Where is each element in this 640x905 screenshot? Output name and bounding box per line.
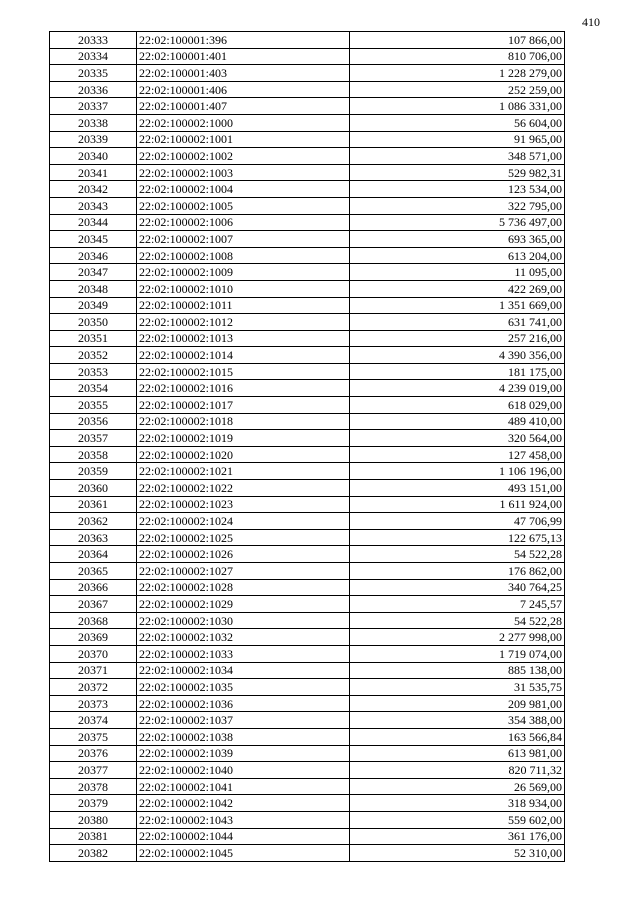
cadastral-number-cell: 22:02:100002:1043 [137, 811, 350, 828]
table-row [50, 197, 565, 214]
table-row [50, 314, 565, 331]
cadastral-number-cell: 22:02:100002:1021 [137, 463, 350, 480]
value-cell: 26 569,00 [350, 778, 565, 795]
cadastral-number-cell: 22:02:100002:1004 [137, 181, 350, 198]
value-cell: 613 204,00 [350, 247, 565, 264]
cadastral-number-cell: 22:02:100002:1017 [137, 397, 350, 414]
cadastral-number-cell: 22:02:100002:1036 [137, 695, 350, 712]
cadastral-number-cell: 22:02:100002:1010 [137, 280, 350, 297]
table-row [50, 131, 565, 148]
value-cell: 885 138,00 [350, 662, 565, 679]
row-number-cell: 20346 [50, 247, 137, 264]
row-number-cell: 20364 [50, 546, 137, 563]
cadastral-number-cell: 22:02:100001:396 [137, 32, 350, 49]
value-cell: 252 259,00 [350, 81, 565, 98]
value-cell: 47 706,99 [350, 513, 565, 530]
row-number-cell: 20381 [50, 828, 137, 845]
value-cell: 54 522,28 [350, 546, 565, 563]
table-row [50, 596, 565, 613]
cadastral-number-cell: 22:02:100002:1044 [137, 828, 350, 845]
value-cell: 5 736 497,00 [350, 214, 565, 231]
table-row [50, 811, 565, 828]
table-row [50, 496, 565, 513]
table-row [50, 662, 565, 679]
cadastral-number-cell: 22:02:100002:1037 [137, 712, 350, 729]
row-number-cell: 20343 [50, 197, 137, 214]
cadastral-number-cell: 22:02:100002:1034 [137, 662, 350, 679]
row-number-cell: 20365 [50, 563, 137, 580]
cadastral-number-cell: 22:02:100002:1038 [137, 728, 350, 745]
row-number-cell: 20380 [50, 811, 137, 828]
table-row [50, 397, 565, 414]
value-cell: 176 862,00 [350, 563, 565, 580]
row-number-cell: 20363 [50, 529, 137, 546]
table-row [50, 795, 565, 812]
table-row [50, 712, 565, 729]
table-row [50, 32, 565, 49]
value-cell: 11 095,00 [350, 264, 565, 281]
row-number-cell: 20371 [50, 662, 137, 679]
row-number-cell: 20340 [50, 148, 137, 165]
value-cell: 810 706,00 [350, 48, 565, 65]
value-cell: 354 388,00 [350, 712, 565, 729]
table-row [50, 679, 565, 696]
cadastral-number-cell: 22:02:100002:1030 [137, 612, 350, 629]
table-row [50, 563, 565, 580]
row-number-cell: 20366 [50, 579, 137, 596]
table-row [50, 363, 565, 380]
row-number-cell: 20382 [50, 845, 137, 862]
cadastral-number-cell: 22:02:100002:1001 [137, 131, 350, 148]
row-number-cell: 20355 [50, 397, 137, 414]
cadastral-number-cell: 22:02:100002:1028 [137, 579, 350, 596]
table-row [50, 330, 565, 347]
cadastral-number-cell: 22:02:100001:407 [137, 98, 350, 115]
cadastral-number-cell: 22:02:100002:1018 [137, 413, 350, 430]
row-number-cell: 20362 [50, 513, 137, 530]
value-cell: 631 741,00 [350, 314, 565, 331]
row-number-cell: 20359 [50, 463, 137, 480]
row-number-cell: 20334 [50, 48, 137, 65]
cadastral-number-cell: 22:02:100002:1000 [137, 114, 350, 131]
cadastral-number-cell: 22:02:100002:1026 [137, 546, 350, 563]
cadastral-number-cell: 22:02:100002:1016 [137, 380, 350, 397]
cadastral-number-cell: 22:02:100002:1009 [137, 264, 350, 281]
row-number-cell: 20357 [50, 430, 137, 447]
table-row [50, 513, 565, 530]
table-row [50, 164, 565, 181]
value-cell: 257 216,00 [350, 330, 565, 347]
value-cell: 529 982,31 [350, 164, 565, 181]
cadastral-number-cell: 22:02:100002:1025 [137, 529, 350, 546]
table-row [50, 828, 565, 845]
row-number-cell: 20379 [50, 795, 137, 812]
row-number-cell: 20344 [50, 214, 137, 231]
table-row [50, 612, 565, 629]
value-cell: 820 711,32 [350, 762, 565, 779]
row-number-cell: 20378 [50, 778, 137, 795]
cadastral-number-cell: 22:02:100002:1022 [137, 480, 350, 497]
value-cell: 181 175,00 [350, 363, 565, 380]
value-cell: 1 228 279,00 [350, 65, 565, 82]
value-cell: 693 365,00 [350, 231, 565, 248]
value-cell: 1 106 196,00 [350, 463, 565, 480]
value-cell: 2 277 998,00 [350, 629, 565, 646]
value-cell: 1 611 924,00 [350, 496, 565, 513]
table-body [50, 32, 565, 862]
cadastral-number-cell: 22:02:100002:1023 [137, 496, 350, 513]
table-row [50, 280, 565, 297]
cadastral-number-cell: 22:02:100002:1019 [137, 430, 350, 447]
cadastral-number-cell: 22:02:100002:1015 [137, 363, 350, 380]
table-row [50, 446, 565, 463]
row-number-cell: 20367 [50, 596, 137, 613]
value-cell: 1 719 074,00 [350, 645, 565, 662]
value-cell: 91 965,00 [350, 131, 565, 148]
table-row [50, 380, 565, 397]
row-number-cell: 20375 [50, 728, 137, 745]
table-row [50, 480, 565, 497]
value-cell: 320 564,00 [350, 430, 565, 447]
table-row [50, 745, 565, 762]
cadastral-number-cell: 22:02:100002:1029 [137, 596, 350, 613]
cadastral-number-cell: 22:02:100002:1032 [137, 629, 350, 646]
value-cell: 107 866,00 [350, 32, 565, 49]
row-number-cell: 20368 [50, 612, 137, 629]
value-cell: 54 522,28 [350, 612, 565, 629]
value-cell: 56 604,00 [350, 114, 565, 131]
row-number-cell: 20335 [50, 65, 137, 82]
value-cell: 618 029,00 [350, 397, 565, 414]
table-row [50, 297, 565, 314]
cadastral-number-cell: 22:02:100002:1039 [137, 745, 350, 762]
row-number-cell: 20370 [50, 645, 137, 662]
value-cell: 4 239 019,00 [350, 380, 565, 397]
cadastral-number-cell: 22:02:100002:1024 [137, 513, 350, 530]
value-cell: 493 151,00 [350, 480, 565, 497]
cadastral-number-cell: 22:02:100002:1042 [137, 795, 350, 812]
table-row [50, 347, 565, 364]
table-row [50, 247, 565, 264]
row-number-cell: 20372 [50, 679, 137, 696]
row-number-cell: 20338 [50, 114, 137, 131]
cadastral-number-cell: 22:02:100002:1045 [137, 845, 350, 862]
row-number-cell: 20374 [50, 712, 137, 729]
cadastral-number-cell: 22:02:100002:1014 [137, 347, 350, 364]
table-row [50, 214, 565, 231]
value-cell: 322 795,00 [350, 197, 565, 214]
cadastral-number-cell: 22:02:100002:1012 [137, 314, 350, 331]
cadastral-number-cell: 22:02:100002:1033 [137, 645, 350, 662]
value-cell: 163 566,84 [350, 728, 565, 745]
value-cell: 123 534,00 [350, 181, 565, 198]
row-number-cell: 20353 [50, 363, 137, 380]
row-number-cell: 20373 [50, 695, 137, 712]
table-row [50, 264, 565, 281]
value-cell: 422 269,00 [350, 280, 565, 297]
table-row [50, 845, 565, 862]
value-cell: 318 934,00 [350, 795, 565, 812]
table-row [50, 546, 565, 563]
cadastral-number-cell: 22:02:100002:1035 [137, 679, 350, 696]
cadastral-value-table [49, 31, 565, 862]
row-number-cell: 20354 [50, 380, 137, 397]
table-row [50, 778, 565, 795]
cadastral-number-cell: 22:02:100001:406 [137, 81, 350, 98]
table-row [50, 65, 565, 82]
cadastral-number-cell: 22:02:100002:1005 [137, 197, 350, 214]
row-number-cell: 20360 [50, 480, 137, 497]
value-cell: 1 086 331,00 [350, 98, 565, 115]
value-cell: 7 245,57 [350, 596, 565, 613]
row-number-cell: 20348 [50, 280, 137, 297]
value-cell: 31 535,75 [350, 679, 565, 696]
table-row [50, 81, 565, 98]
value-cell: 559 602,00 [350, 811, 565, 828]
cadastral-number-cell: 22:02:100002:1013 [137, 330, 350, 347]
row-number-cell: 20352 [50, 347, 137, 364]
row-number-cell: 20351 [50, 330, 137, 347]
value-cell: 4 390 356,00 [350, 347, 565, 364]
row-number-cell: 20333 [50, 32, 137, 49]
table-row [50, 48, 565, 65]
table-row [50, 529, 565, 546]
value-cell: 361 176,00 [350, 828, 565, 845]
table-row [50, 645, 565, 662]
page-number: 410 [582, 15, 600, 29]
row-number-cell: 20377 [50, 762, 137, 779]
value-cell: 489 410,00 [350, 413, 565, 430]
row-number-cell: 20345 [50, 231, 137, 248]
row-number-cell: 20339 [50, 131, 137, 148]
table-row [50, 98, 565, 115]
value-cell: 209 981,00 [350, 695, 565, 712]
table-row [50, 463, 565, 480]
row-number-cell: 20350 [50, 314, 137, 331]
row-number-cell: 20356 [50, 413, 137, 430]
value-cell: 613 981,00 [350, 745, 565, 762]
value-cell: 52 310,00 [350, 845, 565, 862]
cadastral-number-cell: 22:02:100002:1027 [137, 563, 350, 580]
value-cell: 348 571,00 [350, 148, 565, 165]
cadastral-number-cell: 22:02:100001:401 [137, 48, 350, 65]
cadastral-number-cell: 22:02:100002:1003 [137, 164, 350, 181]
table-row [50, 629, 565, 646]
table-row [50, 430, 565, 447]
row-number-cell: 20376 [50, 745, 137, 762]
row-number-cell: 20369 [50, 629, 137, 646]
table-row [50, 231, 565, 248]
table-row [50, 695, 565, 712]
value-cell: 340 764,25 [350, 579, 565, 596]
cadastral-number-cell: 22:02:100001:403 [137, 65, 350, 82]
value-cell: 127 458,00 [350, 446, 565, 463]
value-cell: 1 351 669,00 [350, 297, 565, 314]
row-number-cell: 20358 [50, 446, 137, 463]
table-row [50, 728, 565, 745]
row-number-cell: 20347 [50, 264, 137, 281]
table-row [50, 762, 565, 779]
row-number-cell: 20342 [50, 181, 137, 198]
cadastral-number-cell: 22:02:100002:1007 [137, 231, 350, 248]
cadastral-number-cell: 22:02:100002:1020 [137, 446, 350, 463]
cadastral-number-cell: 22:02:100002:1011 [137, 297, 350, 314]
cadastral-number-cell: 22:02:100002:1002 [137, 148, 350, 165]
cadastral-number-cell: 22:02:100002:1041 [137, 778, 350, 795]
table-row [50, 114, 565, 131]
cadastral-number-cell: 22:02:100002:1006 [137, 214, 350, 231]
row-number-cell: 20341 [50, 164, 137, 181]
table-row [50, 148, 565, 165]
row-number-cell: 20349 [50, 297, 137, 314]
table-row [50, 579, 565, 596]
cadastral-number-cell: 22:02:100002:1040 [137, 762, 350, 779]
row-number-cell: 20361 [50, 496, 137, 513]
cadastral-number-cell: 22:02:100002:1008 [137, 247, 350, 264]
row-number-cell: 20337 [50, 98, 137, 115]
table-row [50, 181, 565, 198]
value-cell: 122 675,13 [350, 529, 565, 546]
row-number-cell: 20336 [50, 81, 137, 98]
table-row [50, 413, 565, 430]
